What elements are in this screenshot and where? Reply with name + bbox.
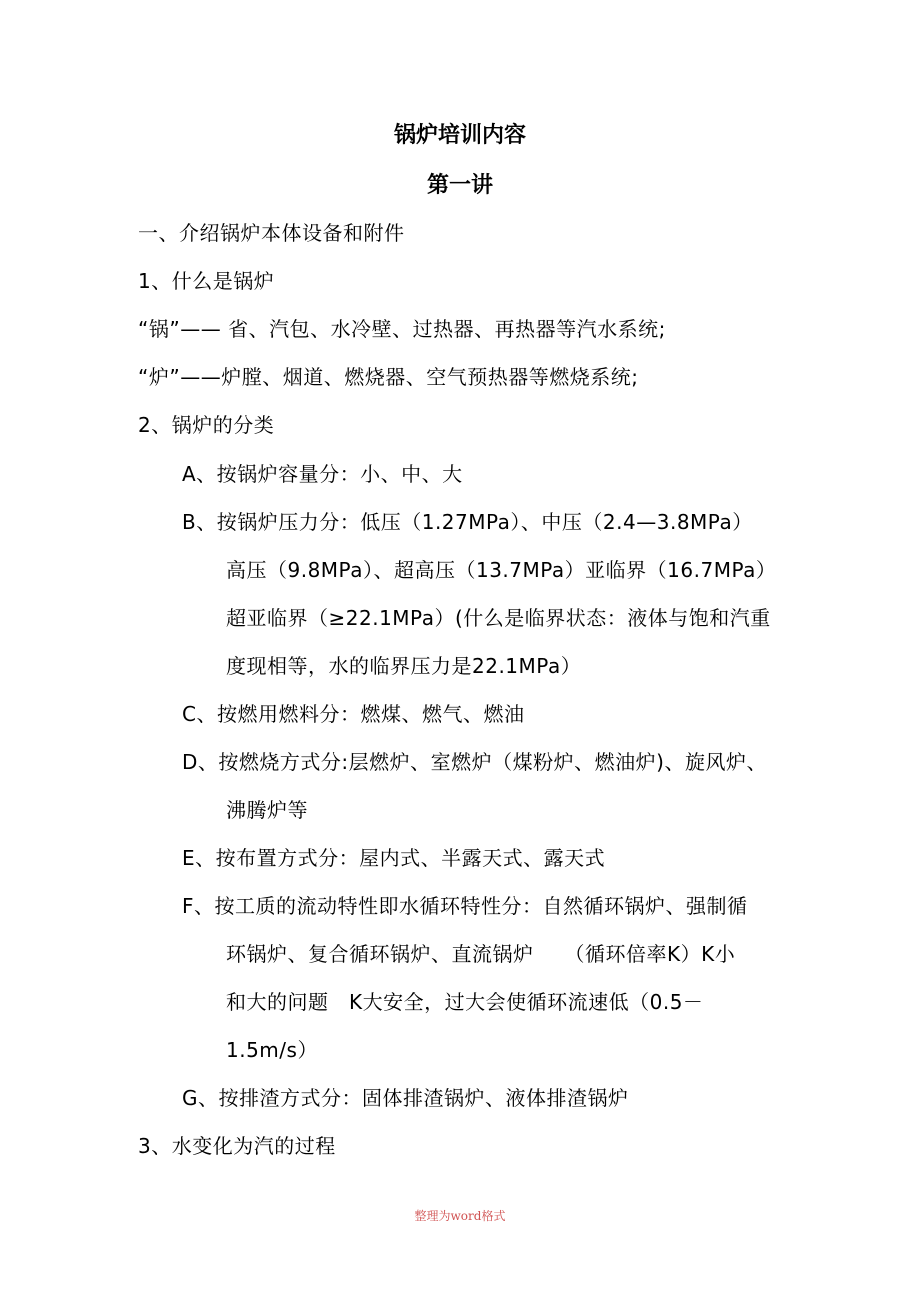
list-item-b-continued: 高压（9.8MPa）、超高压（13.7MPa）亚临界（16.7MPa） xyxy=(226,558,777,582)
list-item-d: D、按燃烧方式分:层燃炉、室燃炉（煤粉炉、燃油炉)、旋风炉、 xyxy=(182,750,767,774)
list-item-a: A、按锅炉容量分：小、中、大 xyxy=(182,462,463,486)
list-item-e: E、按布置方式分：屋内式、半露天式、露天式 xyxy=(182,846,606,870)
subsection-heading-1: 1、什么是锅炉 xyxy=(138,269,275,293)
list-item-c: C、按燃用燃料分：燃煤、燃气、燃油 xyxy=(182,702,525,726)
section-heading-1: 一、介绍锅炉本体设备和附件 xyxy=(138,221,405,245)
list-item-b-continued: 度现相等，水的临界压力是22.1MPa） xyxy=(226,654,582,678)
list-item-f-continued: 1.5m/s） xyxy=(226,1038,318,1062)
list-item-f-continued: 环锅炉、复合循环锅炉、直流锅炉 （循环倍率K）K小 xyxy=(226,942,736,966)
list-item-d-continued: 沸腾炉等 xyxy=(226,798,308,822)
list-item-f-continued: 和大的问题 K大安全，过大会使循环流速低（0.5－ xyxy=(226,990,704,1014)
subsection-heading-3: 3、水变化为汽的过程 xyxy=(138,1134,336,1158)
subsection-heading-2: 2、锅炉的分类 xyxy=(138,413,275,437)
lecture-heading: 第一讲 xyxy=(426,173,493,198)
list-item-g: G、按排渣方式分：固体排渣锅炉、液体排渣锅炉 xyxy=(182,1086,629,1110)
paragraph-line: “锅”—— 省、汽包、水冷壁、过热器、再热器等汽水系统; xyxy=(138,317,666,341)
list-item-b-continued: 超亚临界（≥22.1MPa）(什么是临界状态：液体与饱和汽重 xyxy=(226,606,771,630)
document-title: 锅炉培训内容 xyxy=(393,123,526,148)
list-item-f: F、按工质的流动特性即水循环特性分：自然循环锅炉、强制循 xyxy=(182,894,748,918)
paragraph-line: “炉”——炉膛、烟道、燃烧器、空气预热器等燃烧系统; xyxy=(138,365,639,389)
list-item-b: B、按锅炉压力分：低压（1.27MPa）、中压（2.4—3.8MPa） xyxy=(182,510,753,534)
page-footer: 整理为word格式 xyxy=(414,1209,506,1223)
